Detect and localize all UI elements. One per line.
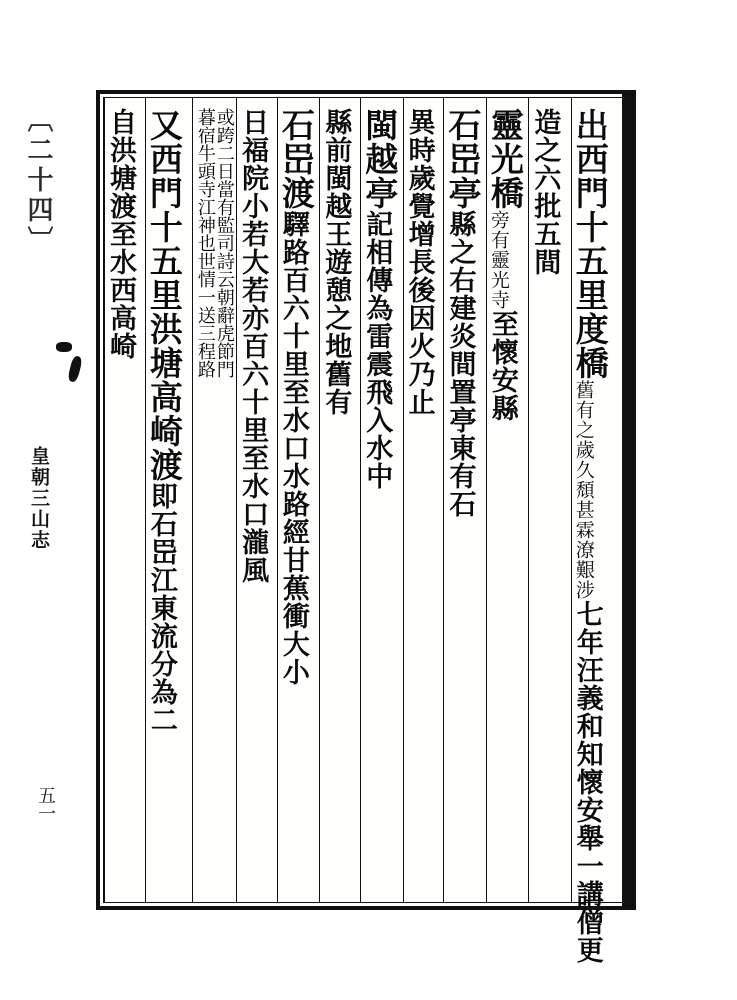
column-1-body: 七年汪義和知懷安舉一講僧更 — [571, 600, 603, 964]
column-10b-body: 自洪塘渡至水西高崎 — [104, 108, 136, 360]
column-7-body: 驛路百六十里至水口水路經甘蕉衝大小 — [277, 210, 309, 686]
text-column-3 — [486, 98, 528, 902]
column-10-body-1: 即石岊江東流分為二 — [145, 482, 177, 734]
text-column-10b — [104, 98, 145, 902]
column-6-marker: 記 — [361, 210, 393, 238]
page-number: 五一 — [35, 786, 56, 822]
column-6-body: 相傳為雷震飛入水中 — [361, 238, 393, 490]
left-margin — [20, 96, 94, 906]
column-1-heading: 出西門十五里度橋 — [570, 108, 610, 380]
column-2-line-2: 批五間 — [529, 192, 561, 276]
column-8-body: 日福院小若大若亦百六十里至水口瀧風 — [237, 108, 269, 584]
text-column-7 — [277, 98, 319, 902]
text-column-1 — [570, 98, 618, 964]
running-title: 皇朝三山志 — [28, 446, 50, 551]
text-column-6b — [319, 98, 360, 902]
volume-bookmark-label: 〔二十四〕 — [23, 106, 53, 256]
ink-blot — [56, 342, 72, 352]
column-10-heading: 又西門十五里洪塘高崎渡 — [144, 108, 184, 482]
column-9-annotation-line-2: 暮宿牛頭寺江神也世情一送三程路 — [194, 108, 216, 378]
spine-band — [622, 94, 632, 906]
text-columns — [104, 98, 618, 964]
text-column-6 — [360, 98, 402, 902]
text-column-4 — [443, 98, 485, 902]
text-block-frame — [96, 90, 636, 964]
column-5-body: 異時歲覺增長後因火乃止 — [403, 108, 435, 416]
column-6b-body: 縣前閩越王遊憩之地舊有 — [320, 108, 352, 416]
text-column-2 — [528, 98, 570, 902]
text-column-8 — [236, 98, 277, 902]
column-4-heading: 石岊亭 — [443, 108, 483, 210]
column-1-annotation: 舊有之歲久頹甚霖潦艱涉 — [572, 380, 595, 600]
text-column-5 — [403, 98, 444, 902]
column-3-heading: 靈光橋 — [485, 108, 525, 210]
column-3-annotation: 旁有靈光寺 — [487, 210, 510, 310]
column-3-body: 至懷安縣 — [486, 310, 518, 422]
column-9-annotation-line-1: 或跨二日當有監司詩云朝辭虎節門 — [213, 108, 235, 378]
column-9-annotation — [195, 108, 233, 378]
ink-blot — [67, 355, 83, 383]
column-2-line-1: 造之六 — [529, 108, 561, 192]
column-7-heading: 石岊渡 — [276, 108, 316, 210]
volume-bookmark — [20, 106, 72, 336]
column-6-heading: 閩越亭 — [360, 108, 400, 210]
text-column-10 — [145, 98, 192, 902]
column-4-body: 縣之右建炎間置亭東有石 — [444, 210, 476, 518]
text-column-9 — [192, 98, 236, 902]
